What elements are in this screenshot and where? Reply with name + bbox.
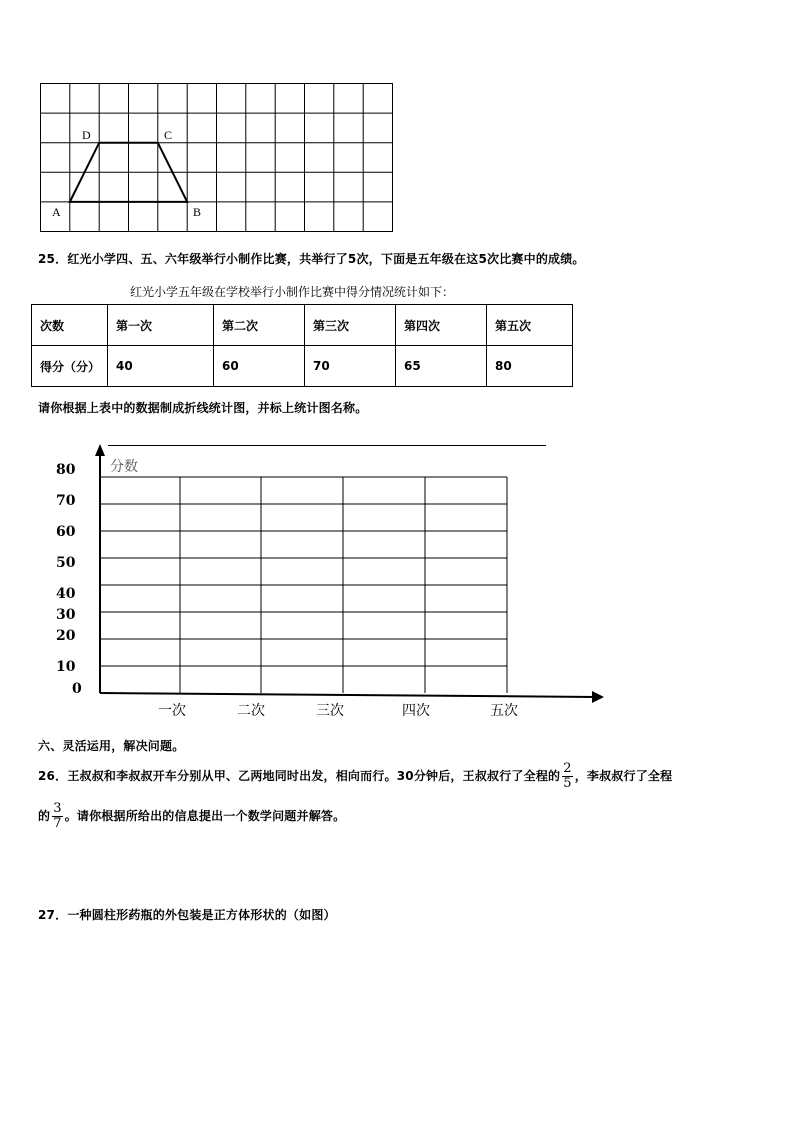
question-25-text: 25．红光小学四、五、六年级举行小制作比赛，共举行了5次，下面是五年级在这5次比赛中的成绩。 <box>38 252 585 266</box>
question-number: 25． <box>38 252 68 266</box>
question-27-text: 27．一种圆柱形药瓶的外包装是正方体形状的（如图） <box>38 908 336 922</box>
axes <box>95 444 604 703</box>
y-tick-label: 30 <box>56 607 76 623</box>
vertex-label-a: A <box>52 205 61 219</box>
x-tick-label: 四次 <box>402 703 430 719</box>
table-cell: 第五次 <box>487 305 573 346</box>
table-cell: 70 <box>305 346 396 387</box>
table-cell: 80 <box>487 346 573 387</box>
table-caption: 红光小学五年级在学校举行小制作比赛中得分情况统计如下： <box>130 285 455 299</box>
score-table <box>31 304 573 387</box>
question-number: 27． <box>38 908 68 922</box>
table-cell: 40 <box>108 346 214 387</box>
chart-instruction: 请你根据上表中的数据制成折线统计图，并标上统计图名称。 <box>38 401 368 415</box>
table-cell: 65 <box>396 346 487 387</box>
table-cell: 次数 <box>32 305 108 346</box>
x-tick-label: 一次 <box>158 703 186 719</box>
table-cell: 第四次 <box>396 305 487 346</box>
chart-grid <box>100 477 507 693</box>
y-tick-label: 50 <box>56 555 76 571</box>
grid-lines <box>41 84 393 232</box>
y-tick-label: 0 <box>72 681 82 697</box>
line-chart <box>40 438 620 728</box>
y-axis-arrow <box>95 444 105 456</box>
y-tick-label: 80 <box>56 462 76 478</box>
trapezoid-grid-figure <box>38 82 396 234</box>
table-cell: 得分（分） <box>32 346 108 387</box>
y-tick-label: 10 <box>56 659 76 675</box>
y-tick-labels <box>56 462 82 697</box>
y-tick-label: 70 <box>56 493 76 509</box>
question-26-line2: 的 $\frac{3}{7}$ 。请你根据所给出的信息提出一个数学问题并解答。 <box>38 801 346 831</box>
vertex-label-b: B <box>193 205 202 219</box>
x-tick-label: 五次 <box>490 703 518 719</box>
table-cell: 第一次 <box>108 305 214 346</box>
question-26-line1: 26．王叔叔和李叔叔开车分别从甲、乙两地同时出发，相向而行。30分钟后，王叔叔行了全程的 $\frac{2}{5}$ ，李叔叔行了全程 <box>38 761 673 791</box>
vertex-label-d: D <box>82 128 91 142</box>
fraction-two-fifths: $\frac{2}{5}$ <box>563 761 572 791</box>
table-cell: 60 <box>214 346 305 387</box>
y-axis-label: 分数 <box>110 459 138 475</box>
x-tick-labels <box>158 703 518 719</box>
vertex-label-c: C <box>164 128 173 142</box>
y-tick-label: 60 <box>56 524 76 540</box>
section-6-heading: 六、灵活运用，解决问题。 <box>38 739 185 753</box>
fraction-three-sevenths: $\frac{3}{7}$ <box>53 801 62 831</box>
y-tick-label: 20 <box>56 628 76 644</box>
x-axis <box>100 693 596 697</box>
x-axis-arrow <box>592 691 604 703</box>
table-header-row <box>32 305 573 346</box>
x-tick-label: 二次 <box>237 703 265 719</box>
y-tick-label: 40 <box>56 586 76 602</box>
table-cell: 第二次 <box>214 305 305 346</box>
question-number: 26． <box>38 769 68 783</box>
x-tick-label: 三次 <box>316 703 344 719</box>
table-cell: 第三次 <box>305 305 396 346</box>
table-row <box>32 346 573 387</box>
